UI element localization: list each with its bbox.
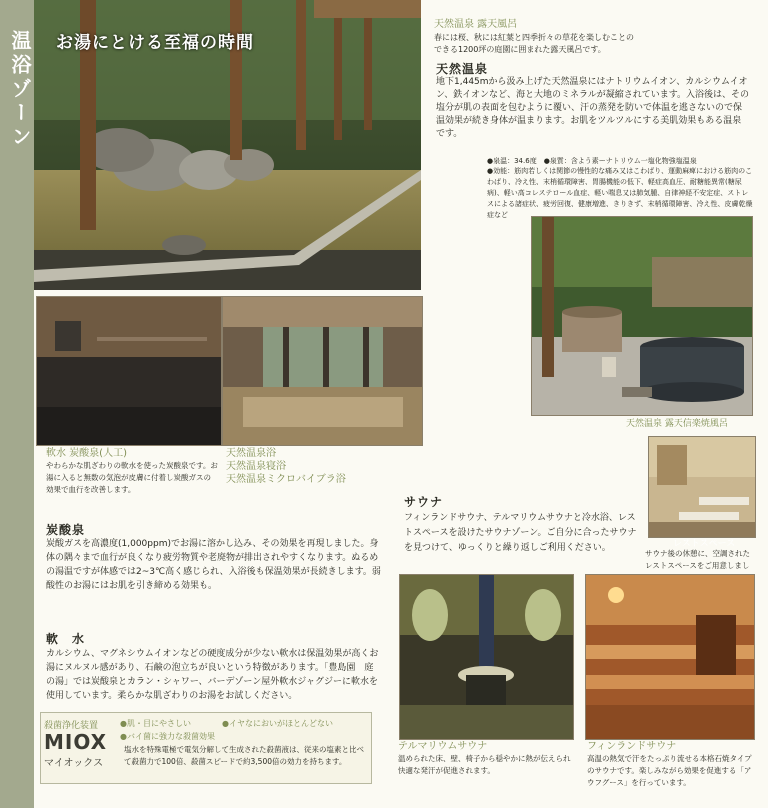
thermarium-text: 温められた床、壁、椅子から穏やかに熱が伝えられ快適な発汗が促進されます。 [398, 754, 571, 775]
nansui-text: カルシウム、マグネシウムイオンなどの硬度成分が少ない軟水は保温効果が高くお湯にヌルヌル感があり、石鹸の泡立ちが良いという特徴があります。「豊島園 庭の湯」では炭酸泉とカラン・シャワー、バーデゾーン屋外軟水ジャグジーに軟水を使用しています。柔らかな肌ざわりのお湯をお試しください。 [46, 649, 379, 701]
softwater-photo [36, 296, 222, 446]
tansan-text: 炭酸ガスを高濃度(1,000ppm)でお湯に溶かし込み、その効果を再現しました。身体の隅々まで血行が良くなり疲労物質や老廃物が排出されやすくなります。ぬるめの湯温ですが体感では2~3℃高く感じられ、入浴後も保温効果が長続きします。弱酸性のお湯にはお肌を引き締める効果も。 [46, 539, 381, 591]
section-title: 温浴ゾーン [8, 30, 32, 150]
miox-text: 塩水を特殊電極で電気分解して生成された殺菌液は、従来の塩素と比べて殺菌力で100倍、殺菌スピードで約3,500倍の効力を持ちます。 [124, 745, 364, 766]
rest-text: サウナ後の休憩に、空調された レストスペースをご用意しまし [645, 549, 750, 570]
tennen-heading: 天然温泉 [436, 62, 489, 76]
sauna-text: フィンランドサウナ、テルマリウムサウナと冷水浴、レストスペースを設けたサウナゾーン。ご自分に合ったサウナを見つけて、ゆっくりと繰り返しご利用ください。 [404, 513, 637, 553]
finnish-photo [585, 574, 755, 740]
rest-caption: レストスペース [673, 539, 736, 549]
indoor-photo [222, 296, 423, 446]
hero-caption: お湯にとける至福の時間 [56, 33, 254, 53]
nansui-heading: 軟 水 [46, 632, 86, 646]
indoor-caption-1: 天然温泉浴 [226, 448, 276, 459]
roten-label: 天然温泉 露天風呂 [434, 19, 518, 30]
spec-line1: ●泉温：34.6度 ●泉質：含よう素ーナトリウム一塩化物強塩温泉 [487, 157, 697, 165]
miox-bullet-1: ●肌・目にやさしい [120, 719, 191, 728]
miox-bullet-3: ●バイ菌に強力な殺菌効果 [120, 732, 215, 741]
tansan-heading: 炭酸泉 [46, 523, 86, 537]
miox-label: 殺菌浄化装置 [44, 721, 99, 731]
shigaraki-photo [531, 216, 753, 416]
miox-bullet-2: ●イヤなにおいがほとんどない [222, 719, 333, 728]
thermarium-photo [399, 574, 574, 740]
softwater-text: やわらかな肌ざわりの軟水を使った炭酸泉です。お湯に入ると無数の気泡が皮膚に付着し炭酸ガスの効果で血行を改善します。 [46, 461, 218, 494]
spec-line2: ●効能：筋肉若しくは関節の慢性的な痛み又はこわばり、運動麻痺における筋肉のこわばり、冷え性、末梢循環障害、胃腸機能の低下、軽症高血圧、耐糖能異常(糖尿病)、軽い高コレステロール血症、軽い喘息又は肺気腫、自律神経不安定症、ストレスによる諸症状、疲労回復、健康増進、きりきず、末梢循環障害、冷え性、皮膚乾燥症など [487, 167, 753, 219]
softwater-caption: 軟水 炭酸泉(人工) [46, 448, 127, 459]
shigaraki-caption: 天然温泉 露天信楽焼風呂 [626, 419, 728, 429]
roten-text: 春には桜、秋には紅葉と四季折々の草花を楽しむことのできる1200坪の庭園に囲まれた露天風呂です。 [434, 33, 634, 54]
finnish-text: 高温の熱気で汗をたっぷり流せる本格石焼タイプのサウナです。楽しみながら効果を促進する「アウフグース」を行っています。 [587, 754, 752, 787]
miox-kana: マイオックス [44, 758, 104, 769]
thermarium-caption: テルマリウムサウナ [398, 741, 488, 752]
tennen-text: 地下1,445mから汲み上げた天然温泉にはナトリウムイオン、カルシウムイオン、鉄イオンなど、海と大地のミネラルが凝縮されています。入浴後は、その塩分が肌の表面を包むように覆い、汗の蒸発を防いで体温を逃さないので保温効果が続き身体が温まります。お肌をツルツルにする美肌効果もある温泉です。 [436, 77, 750, 139]
rest-photo [648, 436, 756, 538]
finnish-caption: フィンランドサウナ [587, 741, 677, 752]
sauna-heading: サウナ [404, 495, 444, 509]
indoor-caption-2: 天然温泉寝浴 [226, 461, 286, 472]
miox-logo: MIOX [44, 730, 108, 754]
indoor-caption-3: 天然温泉ミクロバイブラ浴 [226, 474, 346, 485]
